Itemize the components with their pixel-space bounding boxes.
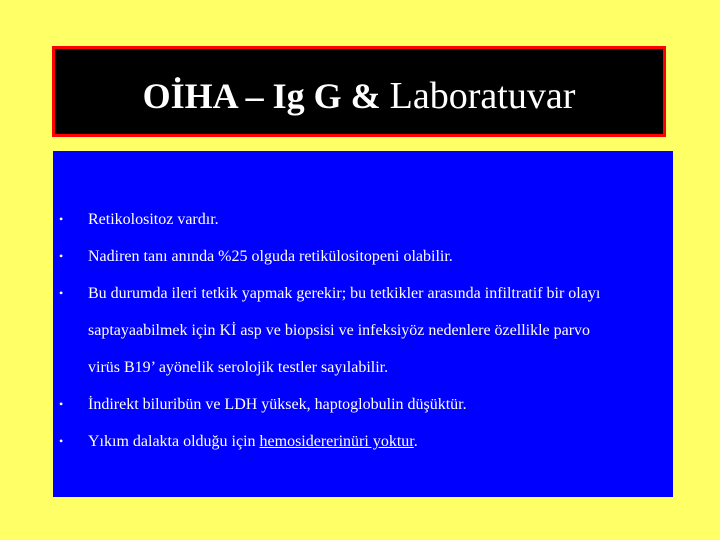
bullet-text-line: virüs B19’ ayönelik serolojik testler sayılabilir. [88,359,389,376]
bullet-icon: • [59,434,64,448]
slide-title-part1: OİHA – Ig G & [142,75,381,116]
bullet-item [53,386,673,423]
bullet-text: İndirekt biluribün ve LDH yüksek, haptoglobulin düşüktür. [88,396,467,413]
slide-title-part2: Laboratuvar [389,74,576,117]
bullet-icon: • [59,212,64,226]
slide-title [143,74,576,118]
bullet-icon: • [59,286,64,300]
bullet-icon: • [59,249,64,263]
bullet-text: Nadiren tanı anında %25 olguda retikülositopeni olabilir. [88,248,453,265]
content-box [53,151,673,497]
bullet-text-line: saptayaabilmek için Kİ asp ve biopsisi ve infeksiyöz nedenlere özellikle parvo [88,322,591,339]
bullet-item [53,275,673,386]
bullet-text: Retikolositoz vardır. [88,211,219,228]
bullet-item [53,238,673,275]
bullet-text-prefix: Yıkım dalakta olduğu için [88,433,260,450]
bullet-icon: • [59,397,64,411]
bullet-list [53,201,673,460]
title-box [52,46,666,137]
bullet-item [53,423,673,460]
bullet-text-underlined: hemosidererinüri yoktur [259,433,414,450]
bullet-item [53,201,673,238]
bullet-text-line: Bu durumda ileri tetkik yapmak gerekir; bu tetkikler arasında infiltratif bir olayı [88,285,601,302]
bullet-text-suffix: . [413,433,418,450]
